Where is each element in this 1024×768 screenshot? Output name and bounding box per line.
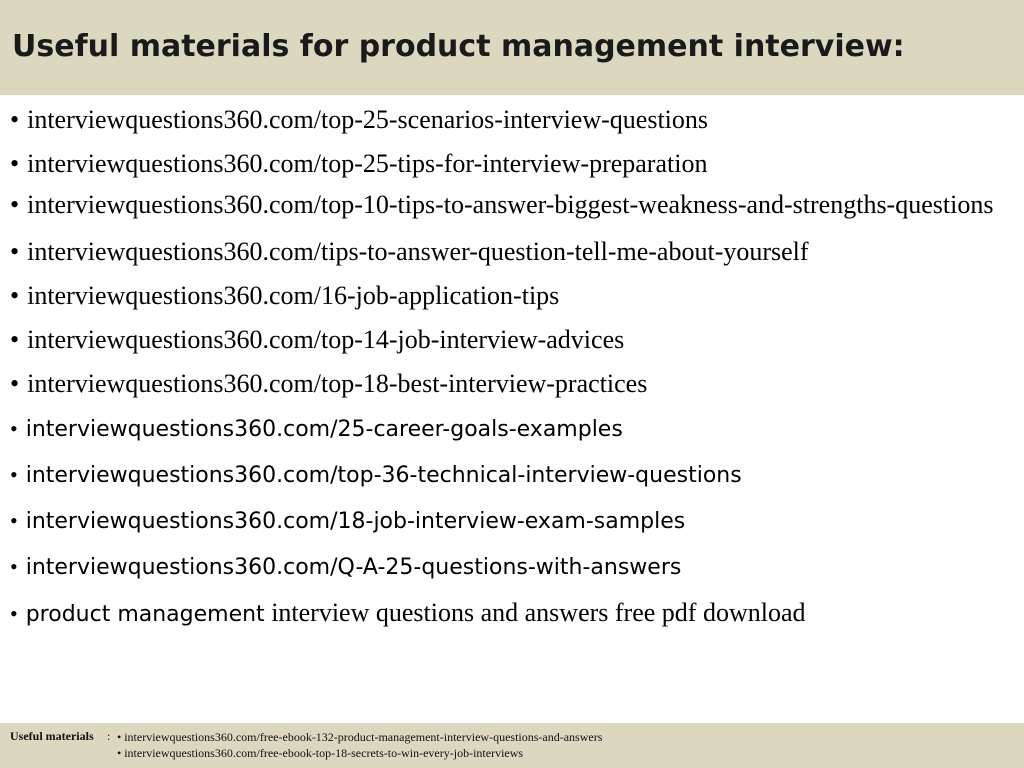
bullet-mark: • [10, 149, 20, 178]
bullet-mark: • [10, 281, 20, 310]
list-item-text: interviewquestions360.com/16-job-application-tips [27, 281, 560, 310]
list-item-text: interviewquestions360.com/top-10-tips-to-answer-biggest-weakness-and-strengths-questions [27, 190, 994, 219]
list-item [10, 544, 1010, 590]
list-item-rest: interview questions and answers free pdf download [264, 598, 806, 627]
bullet-mark: • [10, 601, 18, 626]
list-item [10, 186, 1010, 224]
list-item [10, 406, 1010, 452]
list-item-text [26, 590, 806, 637]
bullet-mark: • [10, 369, 20, 398]
bullet-mark: • [10, 325, 20, 354]
materials-list [10, 98, 1010, 637]
bullet-mark: • [10, 462, 18, 487]
slide-title: Useful materials for product management interview: [12, 29, 905, 64]
list-item [10, 142, 1010, 186]
list-item-lead: product management [25, 602, 265, 627]
list-item [10, 590, 1010, 637]
list-item-text: interviewquestions360.com/top-18-best-interview-practices [27, 369, 648, 398]
title-band [0, 0, 1024, 95]
bullet-mark: • [10, 237, 20, 266]
list-item-text: interviewquestions360.com/25-career-goals-examples [25, 417, 623, 442]
list-item [10, 98, 1010, 142]
bullet-mark: • [10, 416, 18, 441]
footer-colon: : [107, 729, 111, 743]
bullet-mark: • [10, 554, 18, 579]
list-item-text: interviewquestions360.com/18-job-interview-exam-samples [25, 509, 686, 534]
list-item-text: interviewquestions360.com/tips-to-answer-question-tell-me-about-yourself [27, 237, 809, 266]
footer-link: • interviewquestions360.com/free-ebook-top-18-secrets-to-win-every-job-interviews [117, 746, 524, 760]
list-item-text: interviewquestions360.com/Q-A-25-questions-with-answers [25, 555, 682, 580]
footer-band [0, 723, 1024, 768]
bullet-mark: • [10, 105, 20, 134]
list-item [10, 230, 1010, 274]
list-item [10, 452, 1010, 498]
list-item [10, 362, 1010, 406]
list-item-text: interviewquestions360.com/top-25-scenarios-interview-questions [27, 105, 709, 134]
list-item-text: interviewquestions360.com/top-36-technical-interview-questions [25, 463, 742, 488]
list-item [10, 318, 1010, 362]
footer-links [117, 729, 602, 761]
list-item [10, 498, 1010, 544]
list-item [10, 274, 1010, 318]
bullet-mark: • [10, 190, 20, 219]
footer-label: Useful materials [10, 729, 94, 743]
footer-link: • interviewquestions360.com/free-ebook-132-product-management-interview-questions-and-answers [117, 730, 603, 744]
bullet-mark: • [10, 508, 18, 533]
list-item-text: interviewquestions360.com/top-25-tips-for-interview-preparation [27, 149, 708, 178]
list-item-text: interviewquestions360.com/top-14-job-interview-advices [27, 325, 625, 354]
